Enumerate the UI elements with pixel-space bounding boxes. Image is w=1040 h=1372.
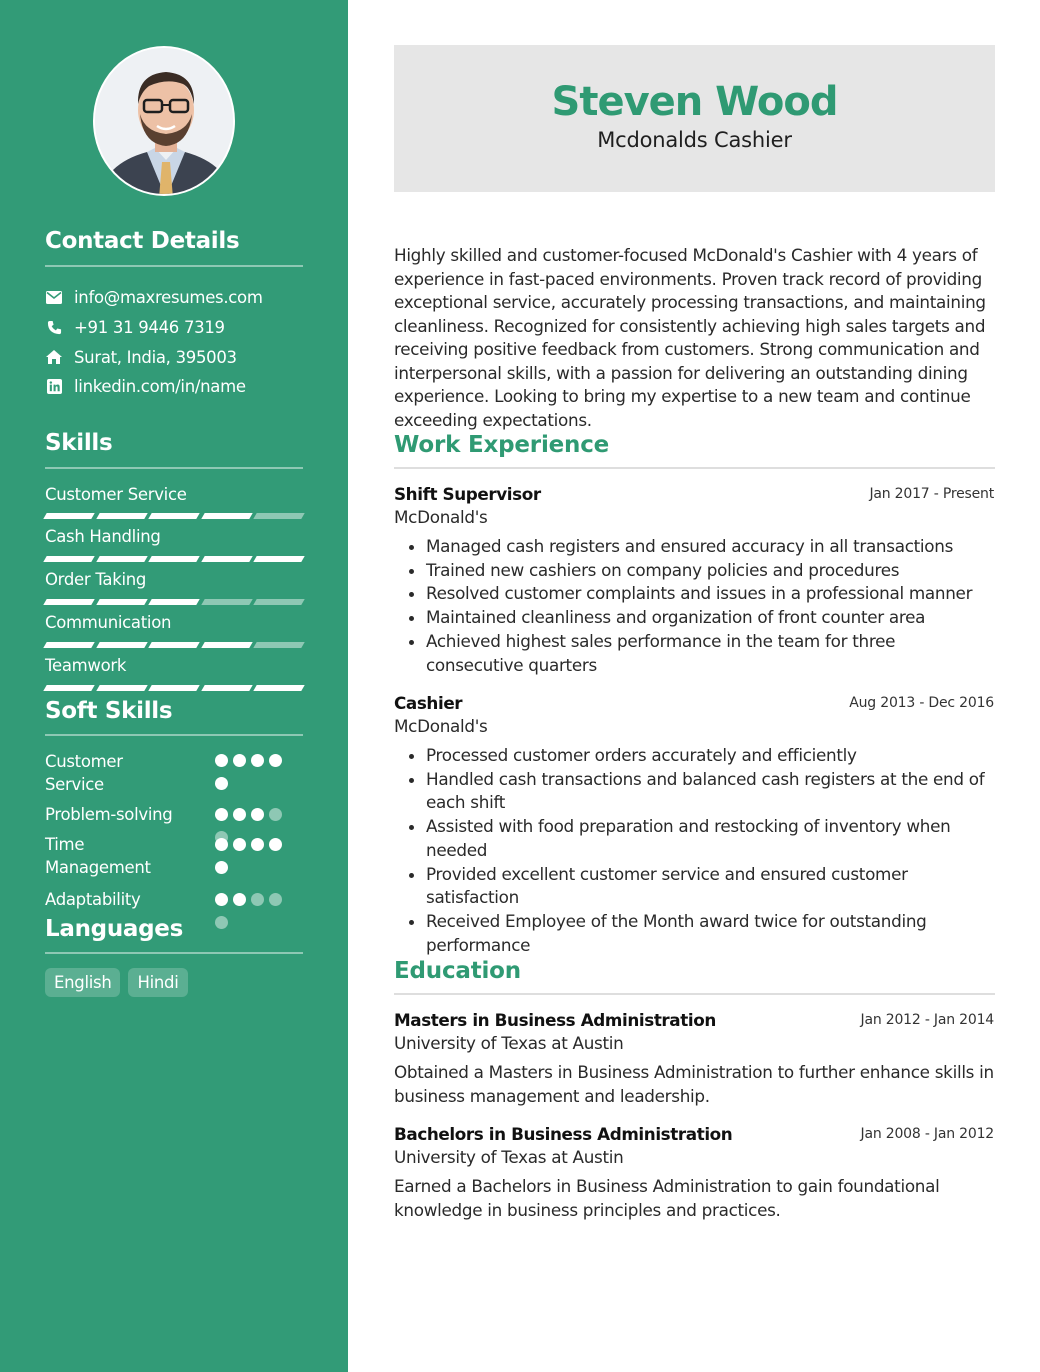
skill-level-segment — [96, 556, 147, 562]
skill-level-segment — [43, 685, 94, 691]
job-title: Shift Supervisor — [394, 484, 541, 504]
divider — [45, 734, 303, 736]
divider — [45, 265, 303, 267]
home-icon — [45, 348, 63, 366]
skills-heading: Skills — [45, 430, 113, 456]
soft-skill-label: Problem-solving — [45, 805, 173, 824]
skill-level-dot — [269, 893, 282, 906]
avatar — [95, 48, 235, 196]
skill-level-segment — [201, 513, 252, 519]
resume-header — [394, 45, 995, 192]
skill-level-dot — [269, 808, 282, 821]
soft-skill-label: Time Management — [45, 835, 151, 877]
skill-level-segment — [254, 599, 305, 605]
skill-level-dot — [215, 838, 228, 851]
skill-bar — [45, 513, 303, 519]
skill-level-dot — [215, 754, 228, 767]
soft-skill-dots — [215, 838, 295, 874]
skill-bar — [45, 685, 303, 691]
skill-level-dot — [215, 861, 228, 874]
summary: Highly skilled and customer-focused McDonald's Cashier with 4 years of experience in fast-paced environments. Proven track record of providing exceptional service, accurately processing transactions, and maintaining cleanliness. Recognized for consistently achieving high sales targets and receiving positive feedback from customers. Strong communication and interpersonal skills, with a passion for delivering an outstanding dining experience. Looking to bring my expertise to a new team and continue exceeding expectations. — [394, 245, 986, 430]
skill-level-segment — [148, 513, 199, 519]
contact-heading: Contact Details — [45, 228, 240, 254]
skill-bar — [45, 599, 303, 605]
skill-level-dot — [251, 808, 264, 821]
education-desc: Obtained a Masters in Business Administration to further enhance skills in business management and leadership. — [394, 1062, 994, 1106]
skill-level-segment — [254, 513, 305, 519]
job-title: Cashier — [394, 693, 463, 713]
skill-level-dot — [215, 893, 228, 906]
skill-level-dot — [215, 916, 228, 929]
education-entry — [394, 1010, 994, 1108]
skill-level-segment — [148, 556, 199, 562]
list-item: • Assisted with food preparation and restocking of inventory when needed — [426, 815, 994, 862]
soft-skill-dots — [215, 893, 295, 929]
education-desc: Earned a Bachelors in Business Administration to gain foundational knowledge in business principles and practices. — [394, 1176, 940, 1220]
divider — [394, 993, 995, 995]
sidebar — [0, 0, 348, 1372]
skill-level-dot — [233, 893, 246, 906]
education-entry — [394, 1124, 994, 1222]
contact-linkedin[interactable] — [45, 375, 246, 397]
skill-level-segment — [43, 513, 94, 519]
skill-level-dot — [251, 893, 264, 906]
education-date: Jan 2008 - Jan 2012 — [860, 1126, 994, 1142]
skill-level-segment — [43, 556, 94, 562]
skill-level-dot — [233, 838, 246, 851]
skill-level-segment — [254, 556, 305, 562]
skill-level-segment — [96, 599, 147, 605]
skill-level-dot — [215, 808, 228, 821]
languages-heading: Languages — [45, 916, 183, 942]
skill-label: Order Taking — [45, 570, 147, 589]
skill-level-dot — [251, 838, 264, 851]
job-date: Aug 2013 - Dec 2016 — [849, 695, 994, 711]
skill-level-dot — [233, 754, 246, 767]
language-tag: Hindi — [128, 968, 187, 997]
job-org: McDonald's — [394, 507, 488, 527]
divider — [45, 467, 303, 469]
list-item: • Received Employee of the Month award twice for outstanding performance — [426, 910, 994, 957]
phone-icon — [45, 318, 63, 336]
skill-level-dot — [269, 838, 282, 851]
skill-label: Teamwork — [45, 656, 127, 675]
skill-level-dot — [269, 754, 282, 767]
list-item: • Achieved highest sales performance in the team for three consecutive quarters — [426, 630, 994, 677]
soft-skill-label: Customer Service — [45, 752, 123, 794]
work-heading: Work Experience — [394, 432, 610, 458]
skill-level-dot — [233, 808, 246, 821]
list-item: • Handled cash transactions and balanced cash registers at the end of each shift — [426, 768, 994, 815]
skill-level-segment — [96, 513, 147, 519]
skill-bar — [45, 556, 303, 562]
job-bullets — [394, 744, 994, 957]
contact-phone[interactable] — [45, 316, 225, 338]
skill-label: Communication — [45, 613, 172, 632]
job-entry — [394, 693, 994, 957]
soft-skill-dots — [215, 754, 295, 790]
degree-title: Masters in Business Administration — [394, 1010, 716, 1030]
school-name: University of Texas at Austin — [394, 1147, 624, 1167]
skill-level-dot — [251, 754, 264, 767]
candidate-name: Steven Wood — [551, 79, 838, 125]
contact-email-text: info@maxresumes.com — [74, 287, 263, 307]
divider — [394, 467, 995, 469]
skill-level-segment — [148, 599, 199, 605]
contact-location-text: Surat, India, 395003 — [74, 347, 237, 367]
school-name: University of Texas at Austin — [394, 1033, 624, 1053]
soft-skills-heading: Soft Skills — [45, 698, 173, 724]
linkedin-icon — [45, 377, 63, 395]
profile-photo — [93, 46, 235, 196]
list-item: • Trained new cashiers on company policies and procedures — [426, 559, 994, 583]
soft-skill-label: Adaptability — [45, 890, 141, 909]
skill-level-segment — [96, 685, 147, 691]
skill-level-segment — [43, 599, 94, 605]
list-item: • Provided excellent customer service and ensured customer satisfaction — [426, 863, 994, 910]
language-tag: English — [45, 968, 120, 997]
skill-level-segment — [148, 685, 199, 691]
contact-phone-text: +91 31 9446 7319 — [74, 317, 225, 337]
candidate-role: Mcdonalds Cashier — [597, 128, 792, 152]
list-item: • Resolved customer complaints and issues in a professional manner — [426, 582, 994, 606]
job-bullets — [394, 535, 994, 677]
list-item: • Managed cash registers and ensured accuracy in all transactions — [426, 535, 994, 559]
skill-level-dot — [215, 777, 228, 790]
list-item: • Maintained cleanliness and organization of front counter area — [426, 606, 994, 630]
contact-location — [45, 346, 237, 368]
skill-bar — [45, 642, 303, 648]
skill-level-segment — [148, 642, 199, 648]
skill-label: Customer Service — [45, 485, 187, 504]
job-date: Jan 2017 - Present — [869, 486, 994, 502]
skill-level-segment — [201, 599, 252, 605]
languages-list — [45, 968, 188, 997]
contact-email[interactable] — [45, 286, 263, 308]
skill-level-segment — [96, 642, 147, 648]
education-date: Jan 2012 - Jan 2014 — [860, 1012, 994, 1028]
divider — [45, 952, 303, 954]
skill-level-segment — [201, 556, 252, 562]
envelope-icon — [45, 288, 63, 306]
skill-level-segment — [254, 642, 305, 648]
skill-level-segment — [254, 685, 305, 691]
contact-linkedin-text: linkedin.com/in/name — [74, 376, 246, 396]
job-org: McDonald's — [394, 716, 488, 736]
list-item: • Processed customer orders accurately and efficiently — [426, 744, 994, 768]
skill-level-segment — [43, 642, 94, 648]
education-heading: Education — [394, 958, 521, 984]
job-entry — [394, 484, 994, 677]
skill-level-segment — [201, 642, 252, 648]
skill-label: Cash Handling — [45, 527, 161, 546]
degree-title: Bachelors in Business Administration — [394, 1124, 733, 1144]
skill-level-segment — [201, 685, 252, 691]
